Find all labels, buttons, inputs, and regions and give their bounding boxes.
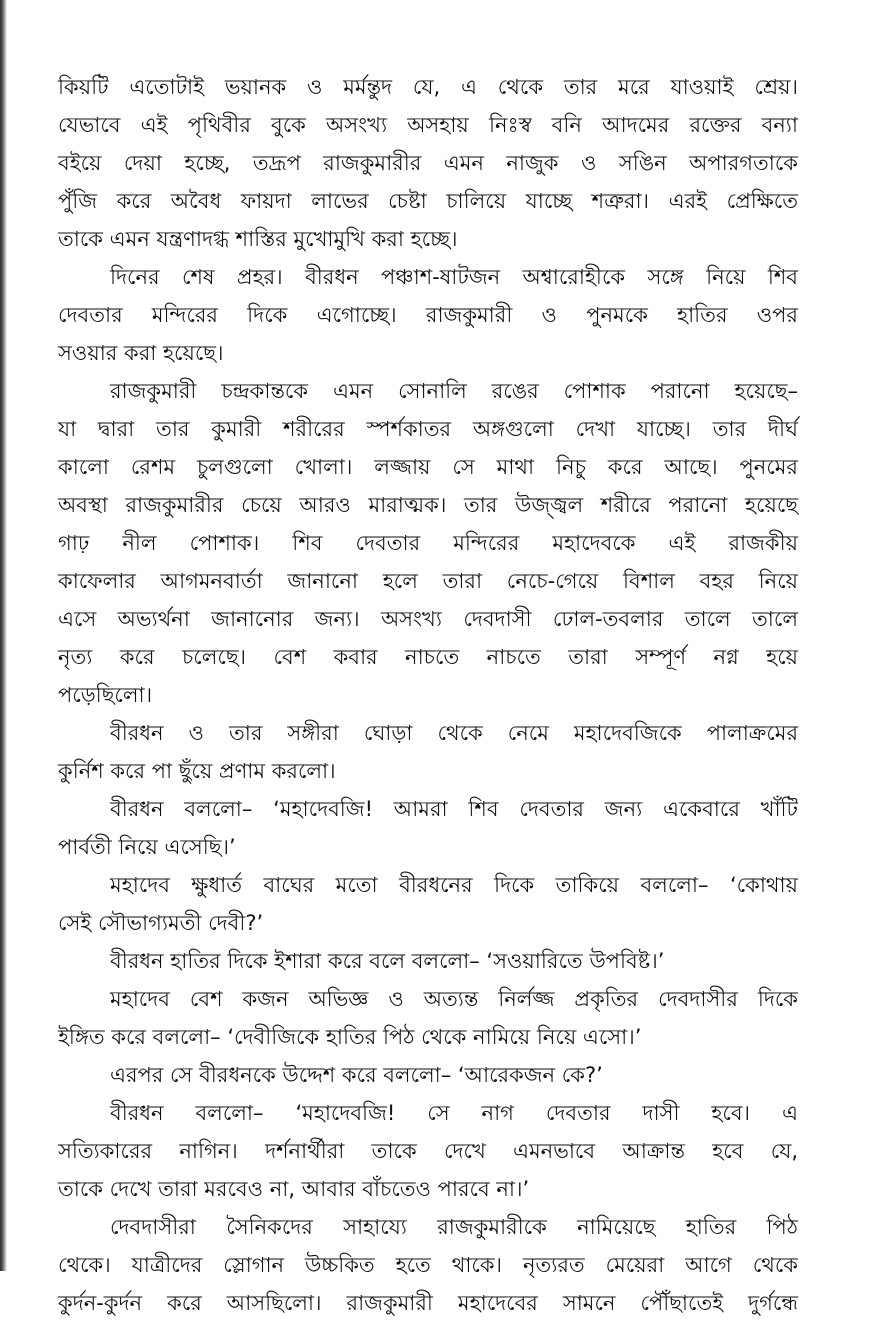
text-line: পুঁজি করে অবৈধ ফায়দা লাভের চেষ্টা চালিয়ে যাচ্ছে শত্রুরা। এরই প্রেক্ষিতে xyxy=(58,189,798,213)
text-line: গাঢ় নীল পোশাক। শিব দেবতার মন্দিরের মহাদেবকে এই রাজকীয় xyxy=(58,531,798,555)
paragraph-start-line: মহাদেব ক্ষুধার্ত বাঘের মতো বীরধনের দিকে তাকিয়ে বললো– ‘কোথায় xyxy=(110,873,798,897)
text-line: এসে অভ্যর্থনা জানানোর জন্য। অসংখ্য দেবদাসী ঢোল-তবলার তালে তালে xyxy=(58,607,798,631)
text-line: তাকে এমন যন্ত্রণাদগ্ধ শাস্তির মুখোমুখি করা হচ্ছে। xyxy=(58,227,458,251)
body-text xyxy=(58,68,798,1322)
text-line: কুর্দন-কুর্দন করে আসছিলো। রাজকুমারী মহাদেবের সামনে পৌঁছাতেই দুর্গন্ধে xyxy=(58,1291,798,1315)
paragraph-start-line: মহাদেব বেশ কজন অভিজ্ঞ ও অত্যন্ত নির্লজ্জ প্রকৃতির দেবদাসীর দিকে xyxy=(110,987,798,1011)
text-line: থেকে। যাত্রীদের স্লোগান উচ্চকিত হতে থাকে। নৃত্যরত মেয়েরা আগে থেকে xyxy=(58,1253,798,1277)
text-line: দেবতার মন্দিরের দিকে এগোচ্ছে। রাজকুমারী ও পুনমকে হাতির ওপর xyxy=(58,303,798,327)
text-line: ইঙ্গিত করে বললো– ‘দেবীজিকে হাতির পিঠ থেকে নামিয়ে নিয়ে এসো।’ xyxy=(58,1025,642,1049)
paragraph-start-line: দিনের শেষ প্রহর। বীরধন পঞ্চাশ-ষাটজন অশ্বারোহীকে সঙ্গে নিয়ে শিব xyxy=(110,265,798,289)
text-line: নৃত্য করে চলেছে। বেশ কবার নাচতে নাচতে তারা সম্পূর্ণ নগ্ন হয়ে xyxy=(58,645,798,669)
text-line: কিয়টি এতোটাই ভয়ানক ও মর্মন্তুদ যে, এ থেকে তার মরে যাওয়াই শ্রেয়। xyxy=(58,75,798,99)
text-line: কাফেলার আগমনবার্তা জানানো হলে তারা নেচে-গেয়ে বিশাল বহর নিয়ে xyxy=(58,569,798,593)
text-line: পড়েছিলো। xyxy=(58,683,153,707)
paragraph-start-line: রাজকুমারী চন্দ্রকান্তকে এমন সোনালি রঙের পোশাক পরানো হয়েছে– xyxy=(110,379,798,403)
text-line: পার্বতী নিয়ে এসেছি।’ xyxy=(58,835,236,859)
text-line: তাকে দেখে তারা মরবেও না, আবার বাঁচতেও পারবে না।’ xyxy=(58,1177,530,1201)
paragraph-start-line: বীরধন ও তার সঙ্গীরা ঘোড়া থেকে নেমে মহাদেবজিকে পালাক্রমের xyxy=(110,721,798,745)
text-line: অবস্থা রাজকুমারীর চেয়ে আরও মারাত্মক। তার উজ্জ্বল শরীরে পরানো হয়েছে xyxy=(58,493,798,517)
text-line: বইয়ে দেয়া হচ্ছে, তদ্রূপ রাজকুমারীর এমন নাজুক ও সঙিন অপারগতাকে xyxy=(58,151,798,175)
paragraph-start-line: দেবদাসীরা সৈনিকদের সাহায্যে রাজকুমারীকে নামিয়েছে হাতির পিঠ xyxy=(110,1215,798,1239)
text-line: সেই সৌভাগ্যমতী দেবী?’ xyxy=(58,911,264,935)
paragraph-start-line: বীরধন হাতির দিকে ইশারা করে বলে বললো– ‘সওয়ারিতে উপবিষ্ট।’ xyxy=(110,949,665,973)
paragraph-start-line: বীরধন বললো– ‘মহাদেবজি! আমরা শিব দেবতার জন্য একেবারে খাঁটি xyxy=(110,797,798,821)
page-binding-edge xyxy=(0,0,7,1271)
text-line: যা দ্বারা তার কুমারী শরীরের স্পর্শকাতর অঙ্গগুলো দেখা যাচ্ছে। তার দীর্ঘ xyxy=(58,417,798,441)
paragraph-start-line: এরপর সে বীরধনকে উদ্দেশ করে বললো– ‘আরেকজন কে?’ xyxy=(110,1063,603,1087)
text-line: সওয়ার করা হয়েছে। xyxy=(58,341,224,365)
text-line: কালো রেশম চুলগুলো খোলা। লজ্জায় সে মাথা নিচু করে আছে। পুনমের xyxy=(58,455,798,479)
text-line: কুর্নিশ করে পা ছুঁয়ে প্রণাম করলো। xyxy=(58,759,336,783)
paragraph-start-line: বীরধন বললো– ‘মহাদেবজি! সে নাগ দেবতার দাসী হবে। এ xyxy=(110,1101,798,1125)
text-line: সত্যিকারের নাগিন। দর্শনার্থীরা তাকে দেখে এমনভাবে আক্রান্ত হবে যে, xyxy=(58,1139,798,1163)
text-line: যেভাবে এই পৃথিবীর বুকে অসংখ্য অসহায় নিঃস্ব বনি আদমের রক্তের বন্যা xyxy=(58,113,798,137)
